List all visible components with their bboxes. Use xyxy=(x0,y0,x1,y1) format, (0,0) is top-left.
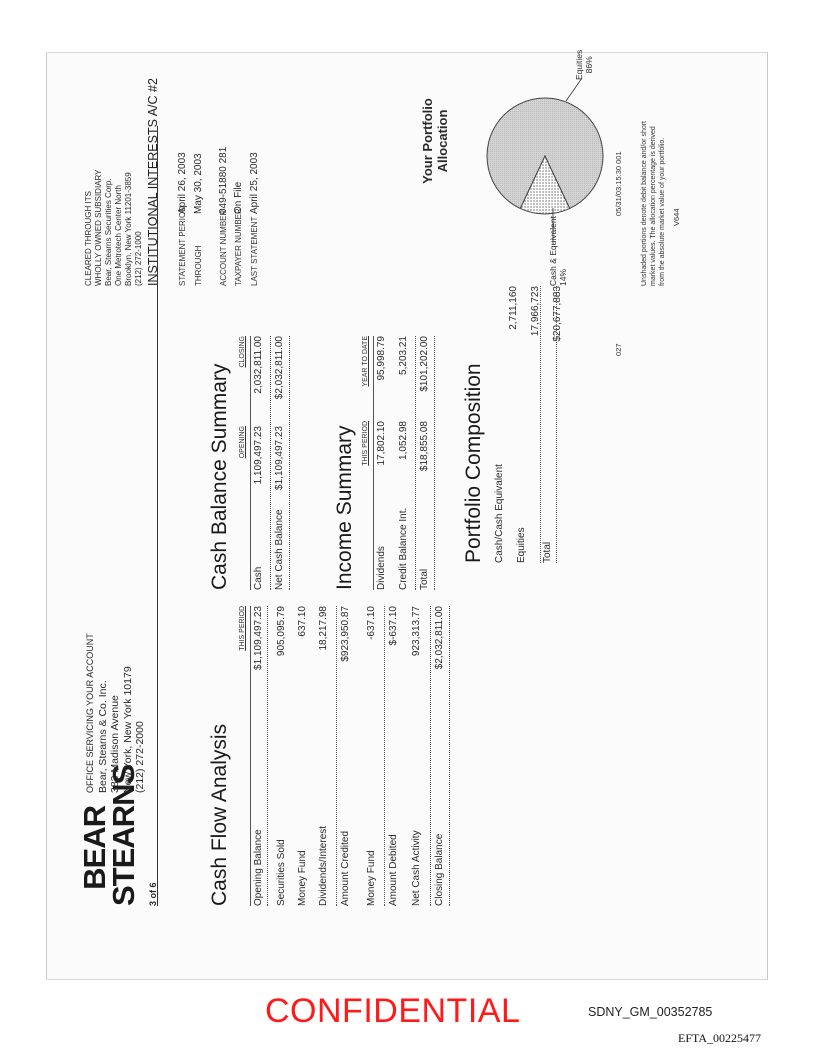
cb-closing: 2,032,811.00 xyxy=(253,336,264,394)
inc-period: 1,052.98 xyxy=(398,421,409,460)
cb-opening: $1,109,497.23 xyxy=(274,426,285,490)
allocation-title-line: Your Portfolio xyxy=(420,98,435,184)
inc-period: 17,802.10 xyxy=(376,421,387,466)
cash-equivalent-label-text: Cash & Equivalent xyxy=(548,216,558,286)
through-value: May 30, 2003 xyxy=(193,153,204,214)
office-line: Bear, Stearns & Co. Inc. xyxy=(96,680,109,793)
pc-label: Equities xyxy=(516,527,527,563)
inc-label: Dividends xyxy=(376,546,387,590)
rule xyxy=(250,336,251,590)
cash-equivalent-pct: 14% xyxy=(558,268,568,286)
through-label: THROUGH xyxy=(194,245,203,286)
clearing-line: CLEARED THROUGH ITS xyxy=(84,191,93,286)
clearing-line: Bear, Stearns Securities Corp. xyxy=(104,178,113,286)
statement-period-value: April 26, 2003 xyxy=(177,152,188,214)
rule xyxy=(430,606,431,906)
cf-label: Dividends/Interest xyxy=(318,825,329,906)
office-line: 383 Madison Avenue xyxy=(109,695,121,793)
clearing-line: One Metrotech Center North xyxy=(114,185,123,286)
rule xyxy=(267,606,268,906)
taxpayer-number-value: On File xyxy=(233,181,244,214)
account-number-value: 049-51880 281 xyxy=(218,146,229,214)
cf-value: $-637.10 xyxy=(388,606,399,646)
clearing-line: Brooklyn, New York 11201-3859 xyxy=(124,172,133,286)
statement-period-label: STATEMENT PERIOD xyxy=(178,205,187,286)
office-line: (212) 272-2000 xyxy=(134,721,146,793)
office-line: New York, New York 10179 xyxy=(121,666,134,793)
inc-label: Total xyxy=(419,568,430,590)
rule xyxy=(384,606,385,906)
clearing-line: (212) 272-1000 xyxy=(134,231,143,286)
confidential-stamp: CONFIDENTIAL xyxy=(265,992,521,1030)
bates-number: SDNY_GM_00352785 xyxy=(588,1005,713,1019)
cf-value: $1,109,497.23 xyxy=(253,606,264,670)
taxpayer-number-label: TAXPAYER NUMBER xyxy=(234,208,243,286)
allocation-title-line: Allocation xyxy=(435,109,450,173)
rule xyxy=(434,336,435,590)
logo-line-1: BEAR xyxy=(77,806,112,890)
allocation-code: V644 xyxy=(672,208,681,226)
rule xyxy=(415,336,416,590)
rule xyxy=(540,286,541,563)
income-title: Income Summary xyxy=(333,425,356,590)
office-line: OFFICE SERVICING YOUR ACCOUNT xyxy=(85,633,95,793)
cf-label: Amount Debited xyxy=(388,834,399,906)
rule xyxy=(336,606,337,906)
cash-flow-title: Cash Flow Analysis xyxy=(208,723,231,906)
footer-code-right: 05/31/03:15:30 001 xyxy=(614,151,623,216)
cf-label: Net Cash Activity xyxy=(411,830,422,906)
cash-flow-col-header: THIS PERIOD xyxy=(239,606,246,651)
cash-balance-title: Cash Balance Summary xyxy=(208,363,231,590)
note-line: market values. The allocation percentage is derived xyxy=(650,126,657,286)
pc-value: $20,677,883 xyxy=(552,286,563,342)
pc-value: 2,711,160 xyxy=(508,286,519,330)
rule xyxy=(270,336,271,590)
equities-leader-line xyxy=(566,78,582,101)
inc-period-header: THIS PERIOD xyxy=(362,421,369,466)
inc-ytd: 5,203.21 xyxy=(398,336,409,375)
equities-label-text: Equities xyxy=(574,49,584,80)
clearing-line: WHOLLY OWNED SUBSIDIARY xyxy=(94,169,103,286)
footer-code-left: 027 xyxy=(614,343,623,356)
note-line: Unshaded portions denote debit balance and/or short xyxy=(641,120,648,286)
cf-label: Opening Balance xyxy=(253,829,264,906)
pc-label: Total xyxy=(542,541,553,563)
last-statement-value: April 25, 2003 xyxy=(249,152,260,214)
rule xyxy=(449,606,450,906)
allocation-title xyxy=(420,81,450,201)
rule xyxy=(556,286,557,563)
account-number-label: ACCOUNT NUMBER xyxy=(219,209,228,286)
efta-number: EFTA_00225477 xyxy=(678,1031,762,1045)
cf-value: 905,095.79 xyxy=(276,606,287,657)
portfolio-title: Portfolio Composition xyxy=(462,363,485,563)
cf-value: 637.10 xyxy=(297,606,308,637)
inc-ytd: $101,202.00 xyxy=(419,336,430,392)
rule xyxy=(250,606,251,906)
logo-line-2: STEARNS xyxy=(106,764,141,906)
inc-ytd-header: YEAR TO DATE xyxy=(362,336,369,387)
last-statement-label: LAST STATEMENT xyxy=(250,216,259,286)
cb-label: Cash xyxy=(253,566,264,590)
cf-label: Money Fund xyxy=(297,850,308,906)
clearing-address xyxy=(84,170,144,286)
cb-closing: $2,032,811.00 xyxy=(274,336,285,400)
cf-label: Closing Balance xyxy=(434,833,445,906)
cb-opening: 1,109,497.23 xyxy=(253,426,264,485)
equities-pct: 86% xyxy=(584,56,594,74)
inc-label: Credit Balance Int. xyxy=(398,507,409,590)
pc-label: Cash/Cash Equivalent xyxy=(494,464,505,563)
cf-value: $923,950.87 xyxy=(340,606,351,662)
cf-label: Amount Credited xyxy=(340,830,351,906)
inc-ytd: 95,998.79 xyxy=(376,336,387,381)
rule xyxy=(289,336,290,590)
rule xyxy=(373,336,374,590)
account-name: INSTITUTIONAL INTERESTS A/C #2 xyxy=(146,78,160,286)
cf-label: Securities Sold xyxy=(276,839,287,906)
cash-equivalent-label xyxy=(548,216,568,286)
cb-label: Net Cash Balance xyxy=(274,509,285,590)
cf-value: 18,217.98 xyxy=(318,606,329,651)
bear-stearns-logo xyxy=(77,764,141,906)
cb-opening-header: OPENING xyxy=(239,426,246,459)
inc-period: $18,855.08 xyxy=(419,421,430,472)
cf-value: -637.10 xyxy=(366,606,377,640)
cf-label: Money Fund xyxy=(366,850,377,906)
note-line: from the absolute market value of your portfolio. xyxy=(659,137,666,286)
cf-value: 923,313.77 xyxy=(411,606,422,657)
cb-closing-header: CLOSING xyxy=(239,336,246,368)
page-number: 3 of 6 xyxy=(148,882,158,906)
allocation-note xyxy=(640,121,667,286)
cf-value: $2,032,811.00 xyxy=(434,606,445,670)
pc-value: 17,966,723 xyxy=(530,286,541,337)
equities-label xyxy=(574,50,594,80)
office-address xyxy=(84,633,147,793)
